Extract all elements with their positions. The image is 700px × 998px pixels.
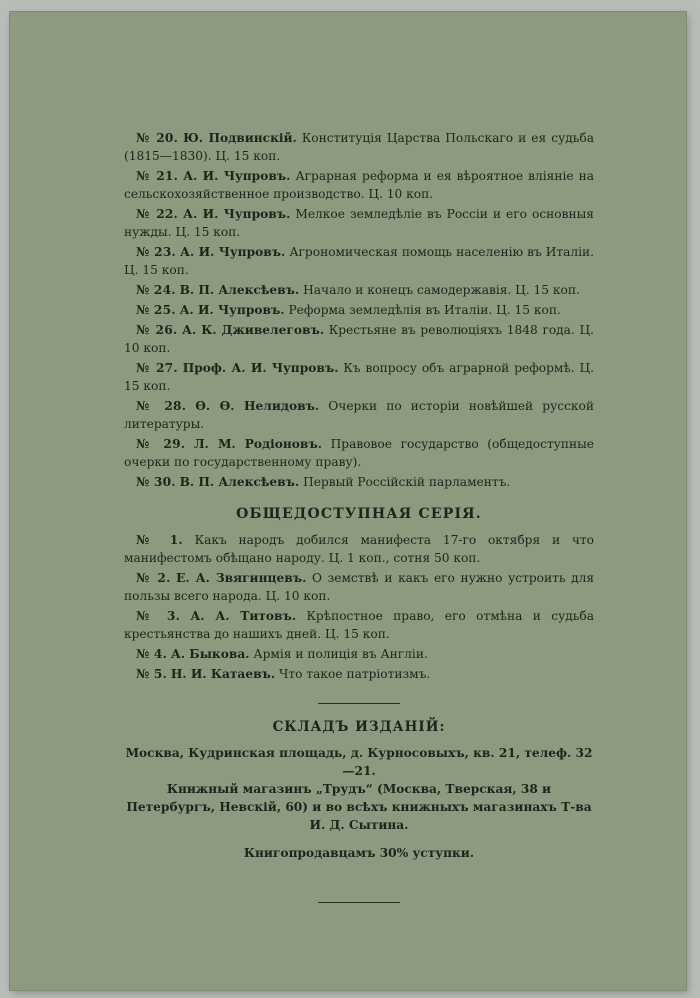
list-item: № 23. А. И. Чупровъ. Агрономическая помощь населенію въ Италіи. Ц. 15 коп. — [124, 245, 595, 277]
list-item: № 3. А. А. Титовъ. Крѣпостное право, его отмѣна и судьба крестьянства до нашихъ дней. Ц. 15 коп. — [124, 609, 595, 641]
list-item: № 27. Проф. А. И. Чупровъ. Къ вопросу объ аграрной реформѣ. Ц. 15 коп. — [124, 361, 595, 393]
list-item: № 24. В. П. Алексѣевъ. Начало и конецъ самодержавія. Ц. 15 коп. — [136, 283, 580, 297]
list-item: № 21. А. И. Чупровъ. Аграрная реформа и ея вѣроятное вліяніе на сельскохозяйственное производство. Ц. 10 коп. — [124, 169, 594, 201]
series-list — [124, 129, 594, 491]
list-item: № 20. Ю. Подвинскій. Конституція Царства Польскаго и ея судьба (1815—1830). Ц. 15 коп. — [124, 131, 595, 163]
list-item: № 26. А. К. Дживелеговъ. Крестьяне въ революціяхъ 1848 года. Ц. 10 коп. — [124, 323, 595, 355]
list-item: № 5. Н. И. Катаевъ. Что такое патріотизмъ. — [136, 667, 431, 681]
divider — [318, 902, 400, 903]
warehouse-section — [124, 718, 594, 862]
list-item: № 30. В. П. Алексѣевъ. Первый Россійскій парламентъ. — [136, 475, 511, 489]
list-item: № 1. Какъ народъ добился манифеста 17-го октября и что манифестомъ обѣщано народу. Ц. 1 коп., сотня 50 коп. — [124, 533, 595, 565]
warehouse-shops: Книжный магазинъ „Трудъ“ (Москва, Тверская, 38 и Петербургъ, Невскій, 60) и во всѣхъ книжныхъ магазинахъ Т-ва И. Д. Сытина. — [126, 782, 592, 832]
list-item: № 28. Ѳ. Ѳ. Нелидовъ. Очерки по исторіи новѣйшей русской литературы. — [124, 399, 594, 431]
divider — [318, 703, 400, 704]
public-series-list — [124, 531, 594, 683]
list-item: № 22. А. И. Чупровъ. Мелкое земледѣліе въ Россіи и его основныя нужды. Ц. 15 коп. — [124, 207, 594, 239]
list-item: № 29. Л. М. Родіоновъ. Правовое государство (общедоступные очерки по государственному праву). — [124, 437, 595, 469]
page-sheet — [10, 12, 686, 990]
page-content — [124, 129, 594, 903]
list-item: № 4. А. Быкова. Армія и полиція въ Англіи. — [136, 647, 428, 661]
discount-note: Книгопродавцамъ 30% уступки. — [243, 846, 475, 860]
warehouse-title: СКЛАДЪ ИЗДАНІЙ: — [272, 719, 446, 735]
public-series-heading: ОБЩЕДОСТУПНАЯ СЕРІЯ. — [236, 506, 482, 522]
list-item: № 25. А. И. Чупровъ. Реформа земледѣлія въ Италіи. Ц. 15 коп. — [136, 303, 561, 317]
list-item: № 2. Е. А. Звягинцевъ. О земствѣ и какъ его нужно устроить для пользы всего народа. Ц. 10 коп. — [124, 571, 595, 603]
warehouse-address: Москва, Кудринская площадь, д. Курносовыхъ, кв. 21, телеф. 32—21. — [125, 746, 593, 778]
